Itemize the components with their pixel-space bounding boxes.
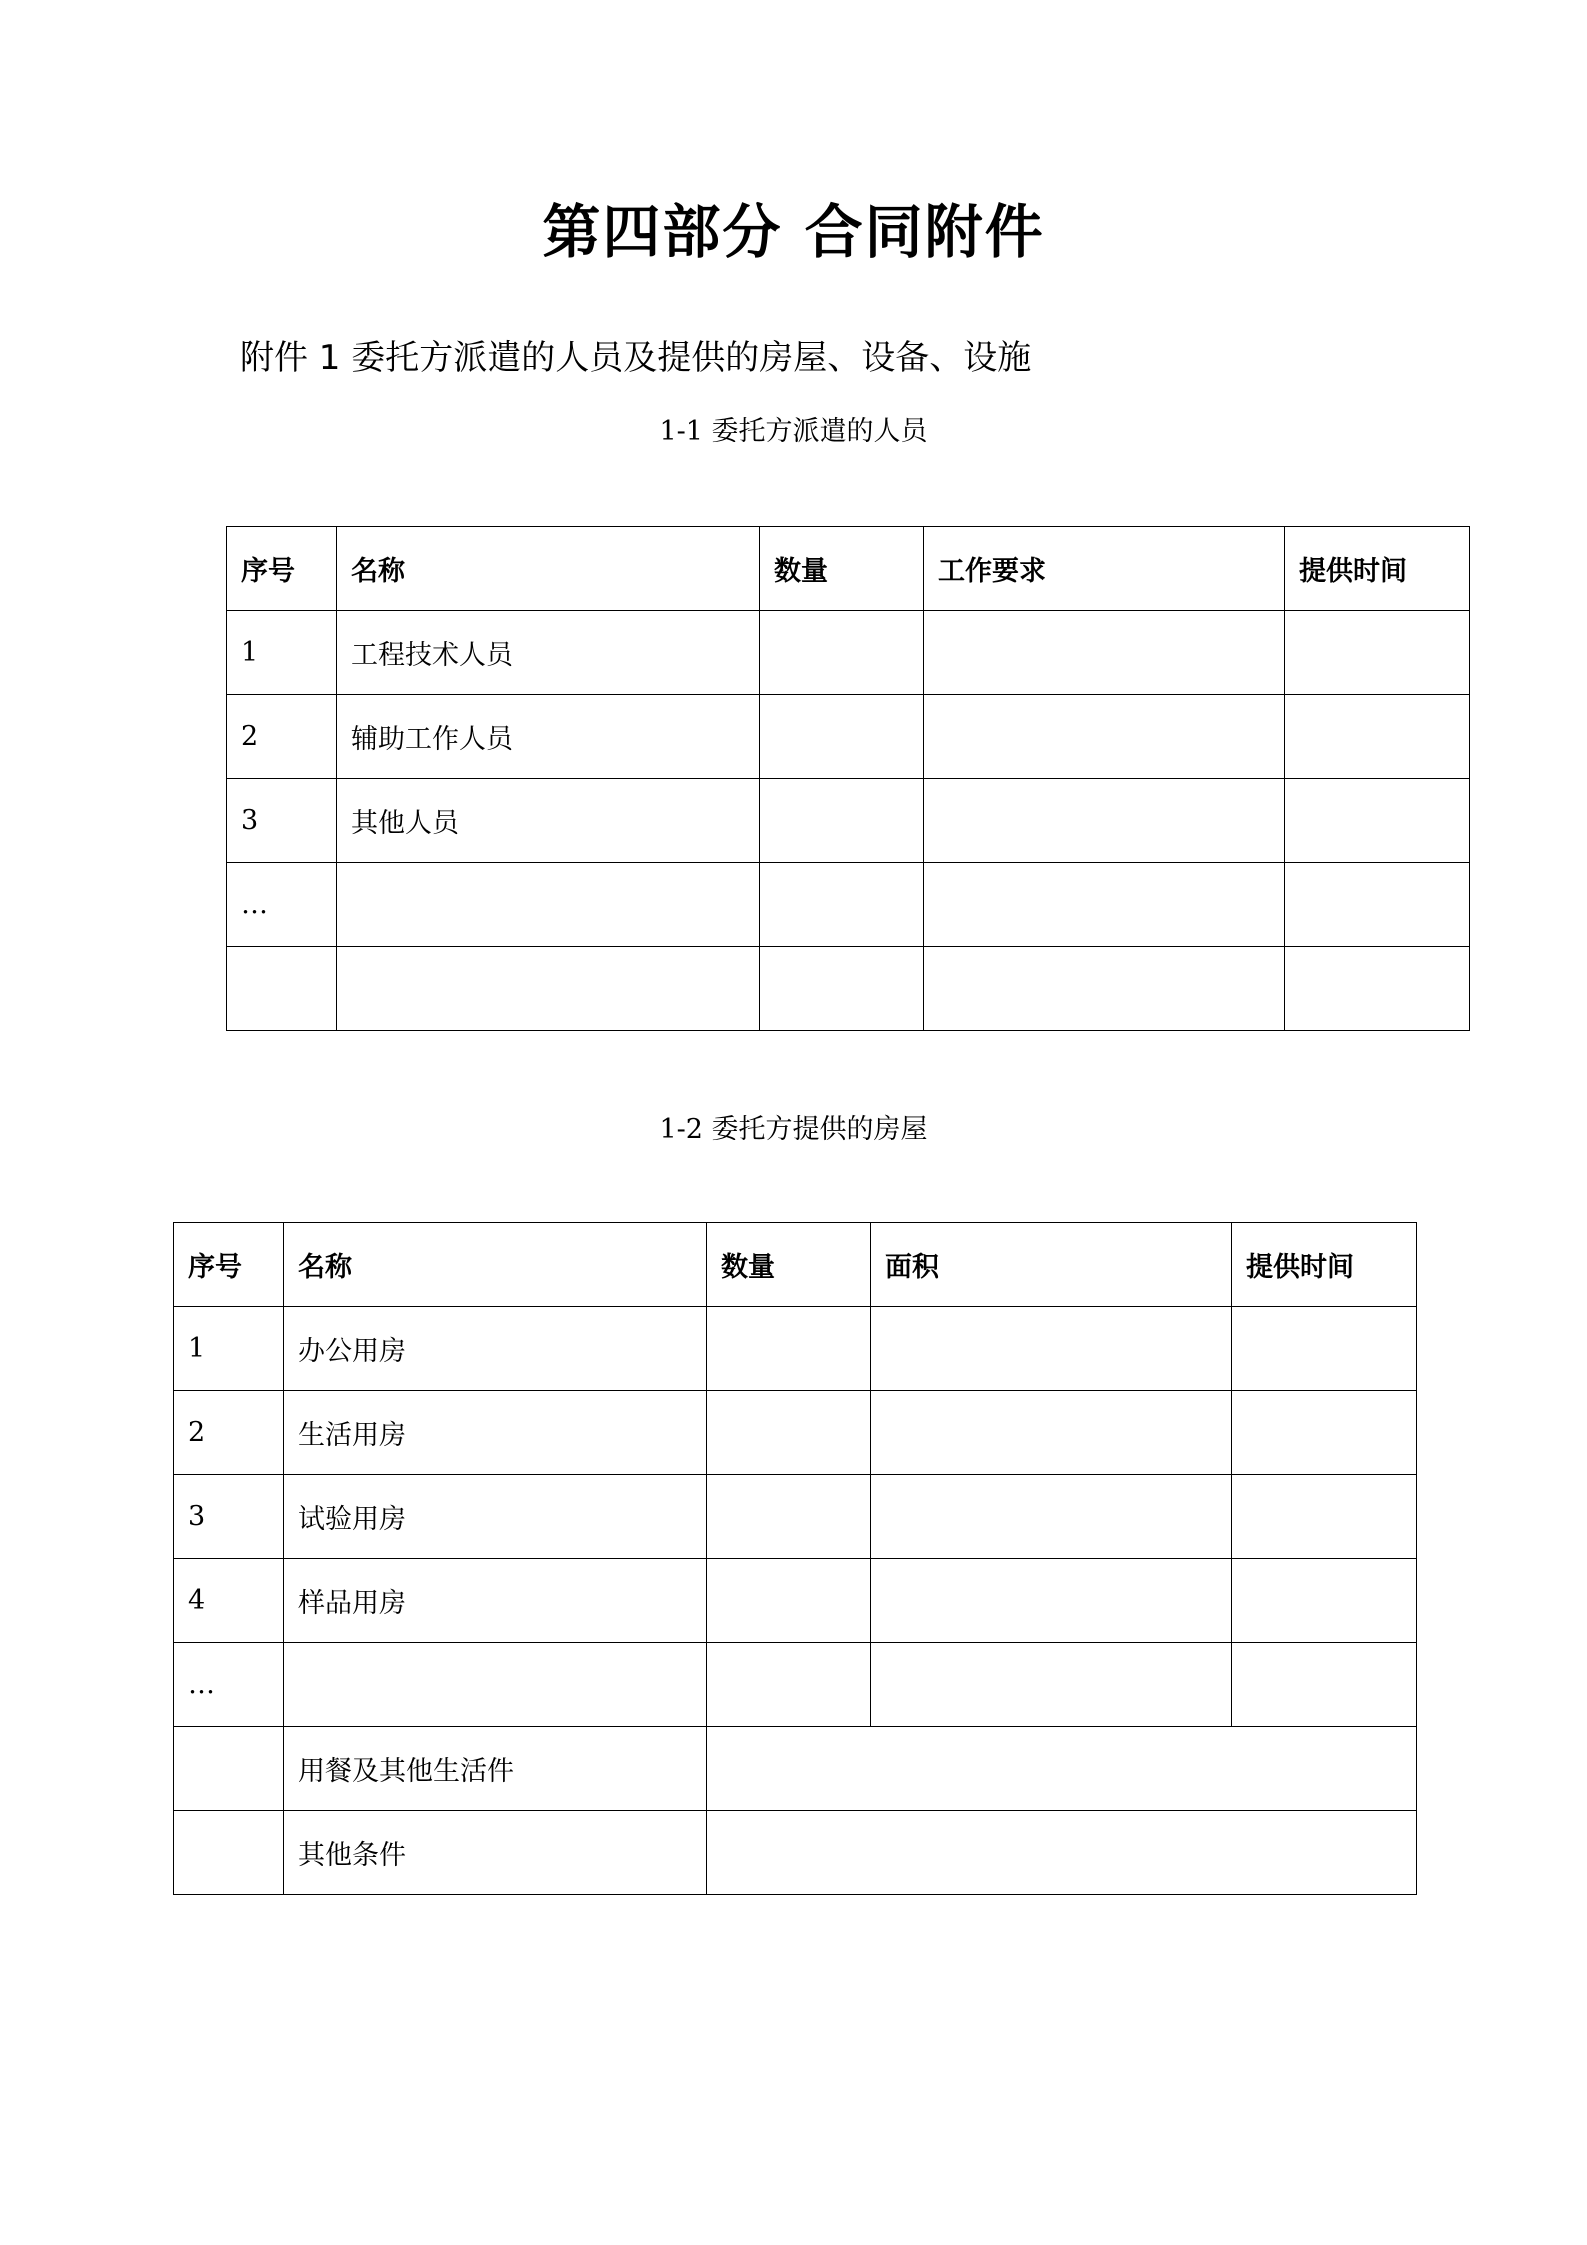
cell-provision-time [1232,1307,1417,1391]
cell-provision-time [1232,1391,1417,1475]
cell-area [871,1307,1232,1391]
cell-index [174,1811,284,1895]
cell-requirements [924,779,1285,863]
header-quantity: 数量 [707,1223,871,1307]
table-header-row [174,1223,1417,1307]
cell-name [337,947,760,1031]
cell-index: 3 [174,1475,284,1559]
cell-index: 2 [174,1391,284,1475]
cell-requirements [924,695,1285,779]
housing-table [173,1222,1417,1895]
cell-index [174,1727,284,1811]
header-provision-time: 提供时间 [1285,527,1470,611]
table-row [174,1559,1417,1643]
table-row [174,1307,1417,1391]
cell-requirements [924,611,1285,695]
cell-quantity [707,1559,871,1643]
header-provision-time: 提供时间 [1232,1223,1417,1307]
header-area: 面积 [871,1223,1232,1307]
table-row [227,695,1470,779]
housing-table-caption: 1-2 委托方提供的房屋 [659,1114,928,1145]
cell-name: 工程技术人员 [337,611,760,695]
cell-provision-time [1232,1475,1417,1559]
cell-provision-time [1285,863,1470,947]
cell-name: 办公用房 [284,1307,707,1391]
header-name: 名称 [337,527,760,611]
cell-merged-content [707,1727,1417,1811]
header-index: 序号 [174,1223,284,1307]
personnel-table [226,526,1470,1031]
section-heading: 附件 1 委托方派遣的人员及提供的房屋、设备、设施 [240,338,1032,378]
cell-name [284,1643,707,1727]
cell-provision-time [1285,779,1470,863]
cell-area [871,1475,1232,1559]
cell-provision-time [1285,947,1470,1031]
cell-index: … [174,1643,284,1727]
cell-quantity [760,695,924,779]
cell-index: … [227,863,337,947]
table-row [174,1391,1417,1475]
header-requirements: 工作要求 [924,527,1285,611]
cell-name: 生活用房 [284,1391,707,1475]
header-index: 序号 [227,527,337,611]
table-header-row [227,527,1470,611]
cell-quantity [707,1307,871,1391]
cell-name: 辅助工作人员 [337,695,760,779]
cell-area [871,1559,1232,1643]
cell-name [337,863,760,947]
cell-name: 试验用房 [284,1475,707,1559]
cell-area [871,1391,1232,1475]
cell-name: 样品用房 [284,1559,707,1643]
cell-area [871,1643,1232,1727]
cell-index: 1 [174,1307,284,1391]
table-row-merged [174,1727,1417,1811]
cell-provision-time [1232,1559,1417,1643]
table-row [174,1643,1417,1727]
cell-quantity [707,1643,871,1727]
page-title: 第四部分 合同附件 [542,198,1045,266]
cell-index: 2 [227,695,337,779]
table-row [227,947,1470,1031]
cell-index [227,947,337,1031]
cell-provision-time [1285,611,1470,695]
header-name: 名称 [284,1223,707,1307]
table-row [174,1475,1417,1559]
cell-name: 其他人员 [337,779,760,863]
table-row [227,779,1470,863]
cell-name: 用餐及其他生活件 [284,1727,707,1811]
cell-quantity [707,1391,871,1475]
cell-name: 其他条件 [284,1811,707,1895]
table-row [227,611,1470,695]
cell-quantity [760,947,924,1031]
cell-quantity [760,611,924,695]
cell-index: 1 [227,611,337,695]
cell-merged-content [707,1811,1417,1895]
table-row-merged [174,1811,1417,1895]
cell-provision-time [1285,695,1470,779]
personnel-table-caption: 1-1 委托方派遣的人员 [659,416,928,447]
cell-requirements [924,947,1285,1031]
cell-quantity [760,863,924,947]
cell-index: 4 [174,1559,284,1643]
cell-provision-time [1232,1643,1417,1727]
header-quantity: 数量 [760,527,924,611]
cell-requirements [924,863,1285,947]
table-row [227,863,1470,947]
cell-quantity [707,1475,871,1559]
cell-index: 3 [227,779,337,863]
cell-quantity [760,779,924,863]
